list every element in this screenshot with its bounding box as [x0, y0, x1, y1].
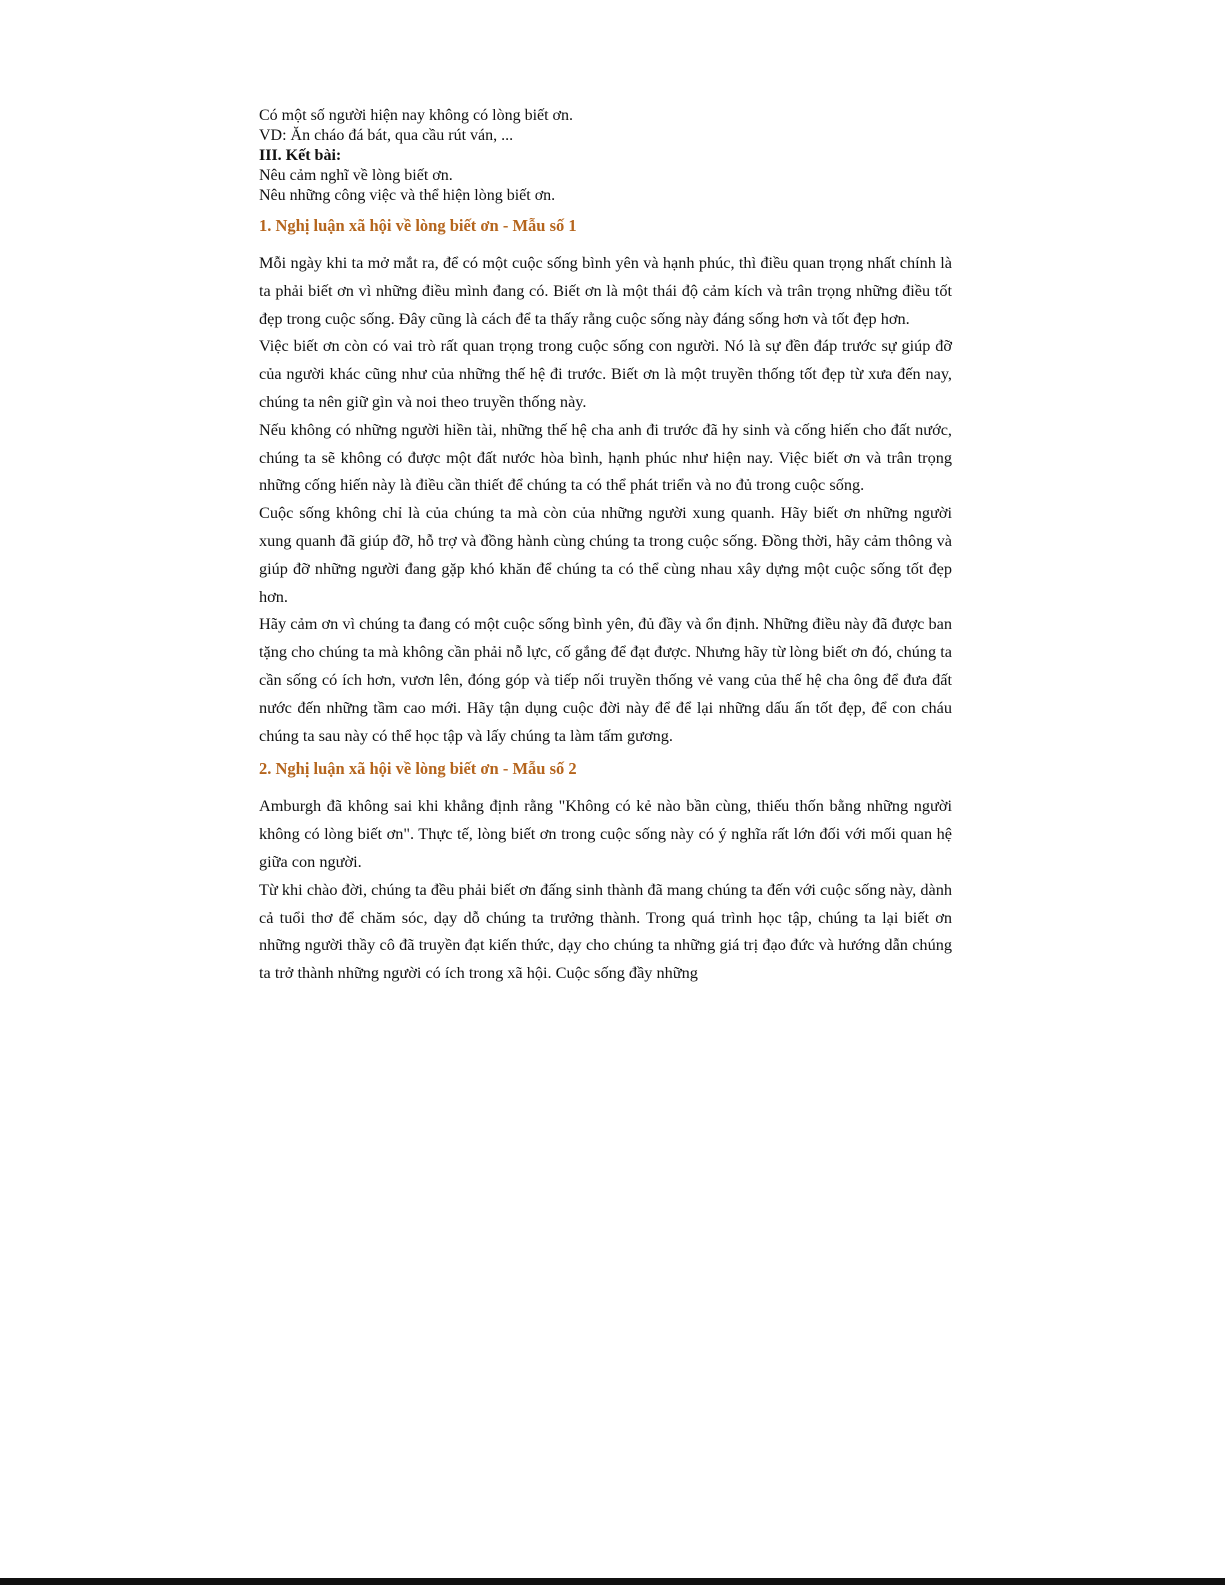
outline-line: Có một số người hiện nay không có lòng biết ơn. [259, 107, 574, 124]
sample-2-heading: 2. Nghị luận xã hội về lòng biết ơn - Mẫu số 2 [259, 759, 577, 779]
outline-line: Nêu cảm nghĩ về lòng biết ơn. [259, 167, 453, 184]
sample-1-heading: 1. Nghị luận xã hội về lòng biết ơn - Mẫu số 1 [259, 216, 577, 235]
page-bottom-border [0, 1578, 1225, 1585]
paragraph: Amburgh đã không sai khi khẳng định rằng "Không có kẻ nào bần cùng, thiếu thốn bằng những người không có lòng biết ơn". Thực tế, lòng biết ơn trong cuộc sống này có ý nghĩa rất lớn đối với mối quan hệ giữa con người. [259, 796, 952, 871]
outline-block [259, 106, 952, 206]
paragraph: Việc biết ơn còn có vai trò rất quan trọng trong cuộc sống con người. Nó là sự đền đáp trước sự giúp đỡ của người khác cũng như của những thế hệ đi trước. Biết ơn là một truyền thống tốt đẹp từ xưa đến nay, chúng ta nên giữ gìn và noi theo truyền thống này. [259, 336, 952, 411]
paragraph: Mỗi ngày khi ta mở mắt ra, để có một cuộc sống bình yên và hạnh phúc, thì điều quan trọng nhất chính là ta phải biết ơn vì những điều mình đang có. Biết ơn là một thái độ cảm kích và trân trọng những điều tốt đẹp trong cuộc sống. Đây cũng là cách để ta thấy rằng cuộc sống này đáng sống hơn và tốt đẹp hơn. [259, 253, 952, 328]
paragraph: Từ khi chào đời, chúng ta đều phải biết ơn đấng sinh thành đã mang chúng ta đến với cuộc sống này, dành cả tuổi thơ để chăm sóc, dạy dỗ chúng ta trưởng thành. Trong quá trình học tập, chúng ta lại biết ơn những người thầy cô đã truyền đạt kiến thức, dạy cho chúng ta những giá trị đạo đức và hướng dẫn chúng ta trở thành những người có ích trong xã hội. Cuộc sống đầy những [259, 879, 952, 983]
paragraph: Cuộc sống không chỉ là của chúng ta mà còn của những người xung quanh. Hãy biết ơn những người xung quanh đã giúp đỡ, hỗ trợ và đồng hành cùng chúng ta trong cuộc sống. Đồng thời, hãy cảm thông và giúp đỡ những người đang gặp khó khăn để chúng ta có thể cùng nhau xây dựng một cuộc sống tốt đẹp hơn. [259, 503, 952, 606]
section-title-conclusion: III. Kết bài: [259, 147, 342, 164]
outline-line: Nêu những công việc và thể hiện lòng biết ơn. [259, 187, 556, 204]
paragraph: Nếu không có những người hiền tài, những thế hệ cha anh đi trước đã hy sinh và cống hiến cho đất nước, chúng ta sẽ không có được một đất nước hòa bình, hạnh phúc như hiện nay. Việc biết ơn và trân trọng những cống hiến này là điều cần thiết để chúng ta có thể phát triển và no đủ trong cuộc sống. [259, 419, 952, 495]
document-page [259, 106, 952, 987]
paragraph: Hãy cảm ơn vì chúng ta đang có một cuộc sống bình yên, đủ đầy và ổn định. Những điều này đã được ban tặng cho chúng ta mà không cần phải nỗ lực, cố gắng để đạt được. Nhưng hãy từ lòng biết ơn đó, chúng ta cần sống có ích hơn, vươn lên, đóng góp và tiếp nối truyền thống vẻ vang của thế hệ cha ông để đưa đất nước đến những tầm cao mới. Hãy tận dụng cuộc đời này để để lại những dấu ấn tốt đẹp, để con cháu chúng ta sau này có thể học tập và lấy chúng ta làm tấm gương. [259, 614, 952, 745]
outline-example: VD: Ăn cháo đá bát, qua cầu rút ván, ... [259, 127, 514, 144]
